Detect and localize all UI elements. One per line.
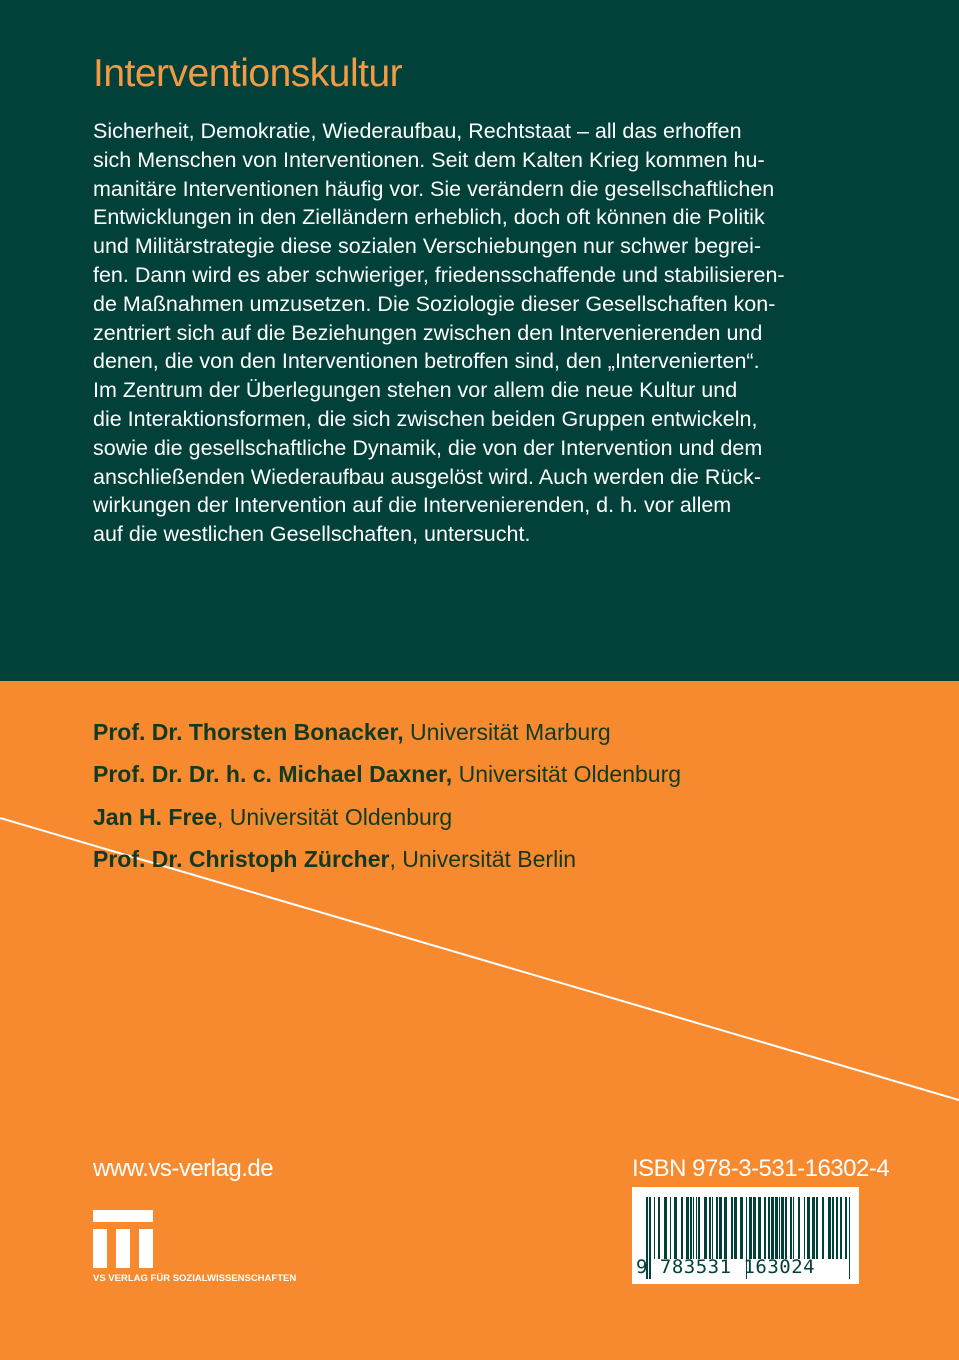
barcode-bar: [779, 1197, 780, 1259]
barcode-bar: [709, 1197, 711, 1259]
blurb-line: zentriert sich auf die Beziehungen zwischen den Intervenierenden und: [93, 320, 763, 345]
barcode: [632, 1187, 859, 1284]
author-affiliation: , Universität Oldenburg: [217, 803, 453, 830]
barcode-bar: [731, 1197, 733, 1259]
barcode-bar: [768, 1197, 770, 1259]
book-blurb: [93, 117, 853, 549]
barcode-bar: [690, 1197, 692, 1259]
barcode-bar: [740, 1197, 743, 1259]
barcode-bar: [836, 1197, 838, 1259]
barcode-bar: [686, 1197, 689, 1259]
barcode-bar: [798, 1197, 800, 1259]
barcode-bar: [804, 1197, 805, 1259]
barcode-bar: [749, 1197, 752, 1259]
barcode-bar: [832, 1197, 834, 1259]
barcode-bar: [771, 1197, 774, 1259]
author-name: Jan H. Free: [93, 803, 217, 830]
barcode-digits: 9 783531 163024: [636, 1256, 816, 1278]
barcode-bar: [816, 1197, 818, 1259]
author-affiliation: , Universität Berlin: [389, 845, 577, 872]
blurb-line: Sicherheit, Demokratie, Wiederaufbau, Rechtstaat – all das erhoffen: [93, 119, 742, 143]
barcode-bar: [696, 1197, 697, 1259]
isbn: ISBN 978-3-531-16302-4: [632, 1155, 890, 1182]
barcode-bar: [758, 1197, 761, 1259]
barcode-bar: [753, 1197, 756, 1259]
barcode-bar: [712, 1197, 713, 1259]
barcode-bar: [670, 1197, 671, 1259]
barcode-bar: [719, 1197, 722, 1259]
barcode-bar: [681, 1197, 683, 1259]
author-entry: [93, 846, 681, 888]
blurb-line: Im Zentrum der Überlegungen stehen vor allem die neue Kultur und: [93, 378, 738, 403]
barcode-bar: [704, 1197, 707, 1259]
author-name: Prof. Dr. Christoph Zürcher: [93, 845, 390, 872]
blurb-line: wirkungen der Intervention auf die Intervenierenden, d. h. vor allem: [93, 493, 732, 518]
barcode-bar: [812, 1197, 815, 1259]
barcode-bar: [674, 1197, 677, 1259]
barcode-bar: [658, 1197, 660, 1259]
barcode-bar: [716, 1197, 718, 1259]
blurb-line: fen. Dann wird es aber schwieriger, friedensschaffende und stabilisieren-: [93, 262, 785, 287]
barcode-bar: [790, 1197, 792, 1259]
book-title: Interventionskultur: [93, 52, 403, 95]
author-list: [93, 719, 681, 888]
barcode-bar: [785, 1197, 787, 1259]
author-entry: [93, 804, 681, 846]
author-name: Prof. Dr. Thorsten Bonacker,: [93, 719, 404, 745]
publisher-logo-icon: [93, 1210, 155, 1268]
barcode-bar: [807, 1197, 810, 1259]
author-name: Prof. Dr. Dr. h. c. Michael Daxner,: [93, 761, 453, 788]
barcode-bar: [781, 1197, 784, 1259]
blurb-line: die Interaktionsformen, die sich zwischen beiden Gruppen entwickeln,: [93, 406, 758, 431]
barcode-bar: [775, 1197, 778, 1259]
author-entry: [93, 761, 681, 803]
barcode-bar: [828, 1197, 831, 1259]
author-entry: [93, 719, 681, 761]
author-affiliation: Universität Marburg: [403, 719, 611, 745]
publisher-website[interactable]: www.vs-verlag.de: [93, 1155, 274, 1182]
blurb-line: de Maßnahmen umzusetzen. Die Soziologie dieser Gesellschaften kon-: [93, 291, 776, 316]
blurb-line: anschließenden Wiederaufbau ausgelöst wird. Auch werden die Rück-: [93, 464, 762, 489]
barcode-bar: [724, 1197, 727, 1259]
author-affiliation: Universität Oldenburg: [452, 761, 682, 788]
barcode-bar: [654, 1197, 655, 1259]
blurb-line: auf die westlichen Gesellschaften, untersucht.: [93, 522, 531, 547]
blurb-line: und Militärstrategie diese sozialen Verschiebungen nur schwer begrei-: [93, 234, 762, 259]
barcode-bar: [664, 1197, 667, 1259]
blurb-line: manitäre Interventionen häufig vor. Sie verändern die gesellschaftlichen: [93, 176, 775, 201]
publisher-logo-text: VS VERLAG FÜR SOZIALWISSENSCHAFTEN: [93, 1273, 297, 1284]
barcode-bar: [734, 1197, 737, 1259]
barcode-bar: [693, 1197, 694, 1259]
barcode-bar: [822, 1197, 824, 1259]
blurb-line: Entwicklungen in den Zielländern erheblich, doch oft können die Politik: [93, 205, 765, 230]
blurb-line: sich Menschen von Interventionen. Seit dem Kalten Krieg kommen hu-: [93, 147, 765, 172]
blurb-line: denen, die von den Interventionen betroffen sind, den „Intervenierten“.: [93, 349, 760, 374]
blurb-line: sowie die gesellschaftliche Dynamik, die von der Intervention und dem: [93, 435, 763, 460]
barcode-bar: [845, 1197, 847, 1259]
barcode-bar: [840, 1197, 842, 1259]
barcode-bar: [698, 1197, 700, 1259]
barcode-bar: [793, 1197, 794, 1259]
barcode-bar: [764, 1197, 766, 1259]
barcode-bar: [849, 1197, 850, 1279]
